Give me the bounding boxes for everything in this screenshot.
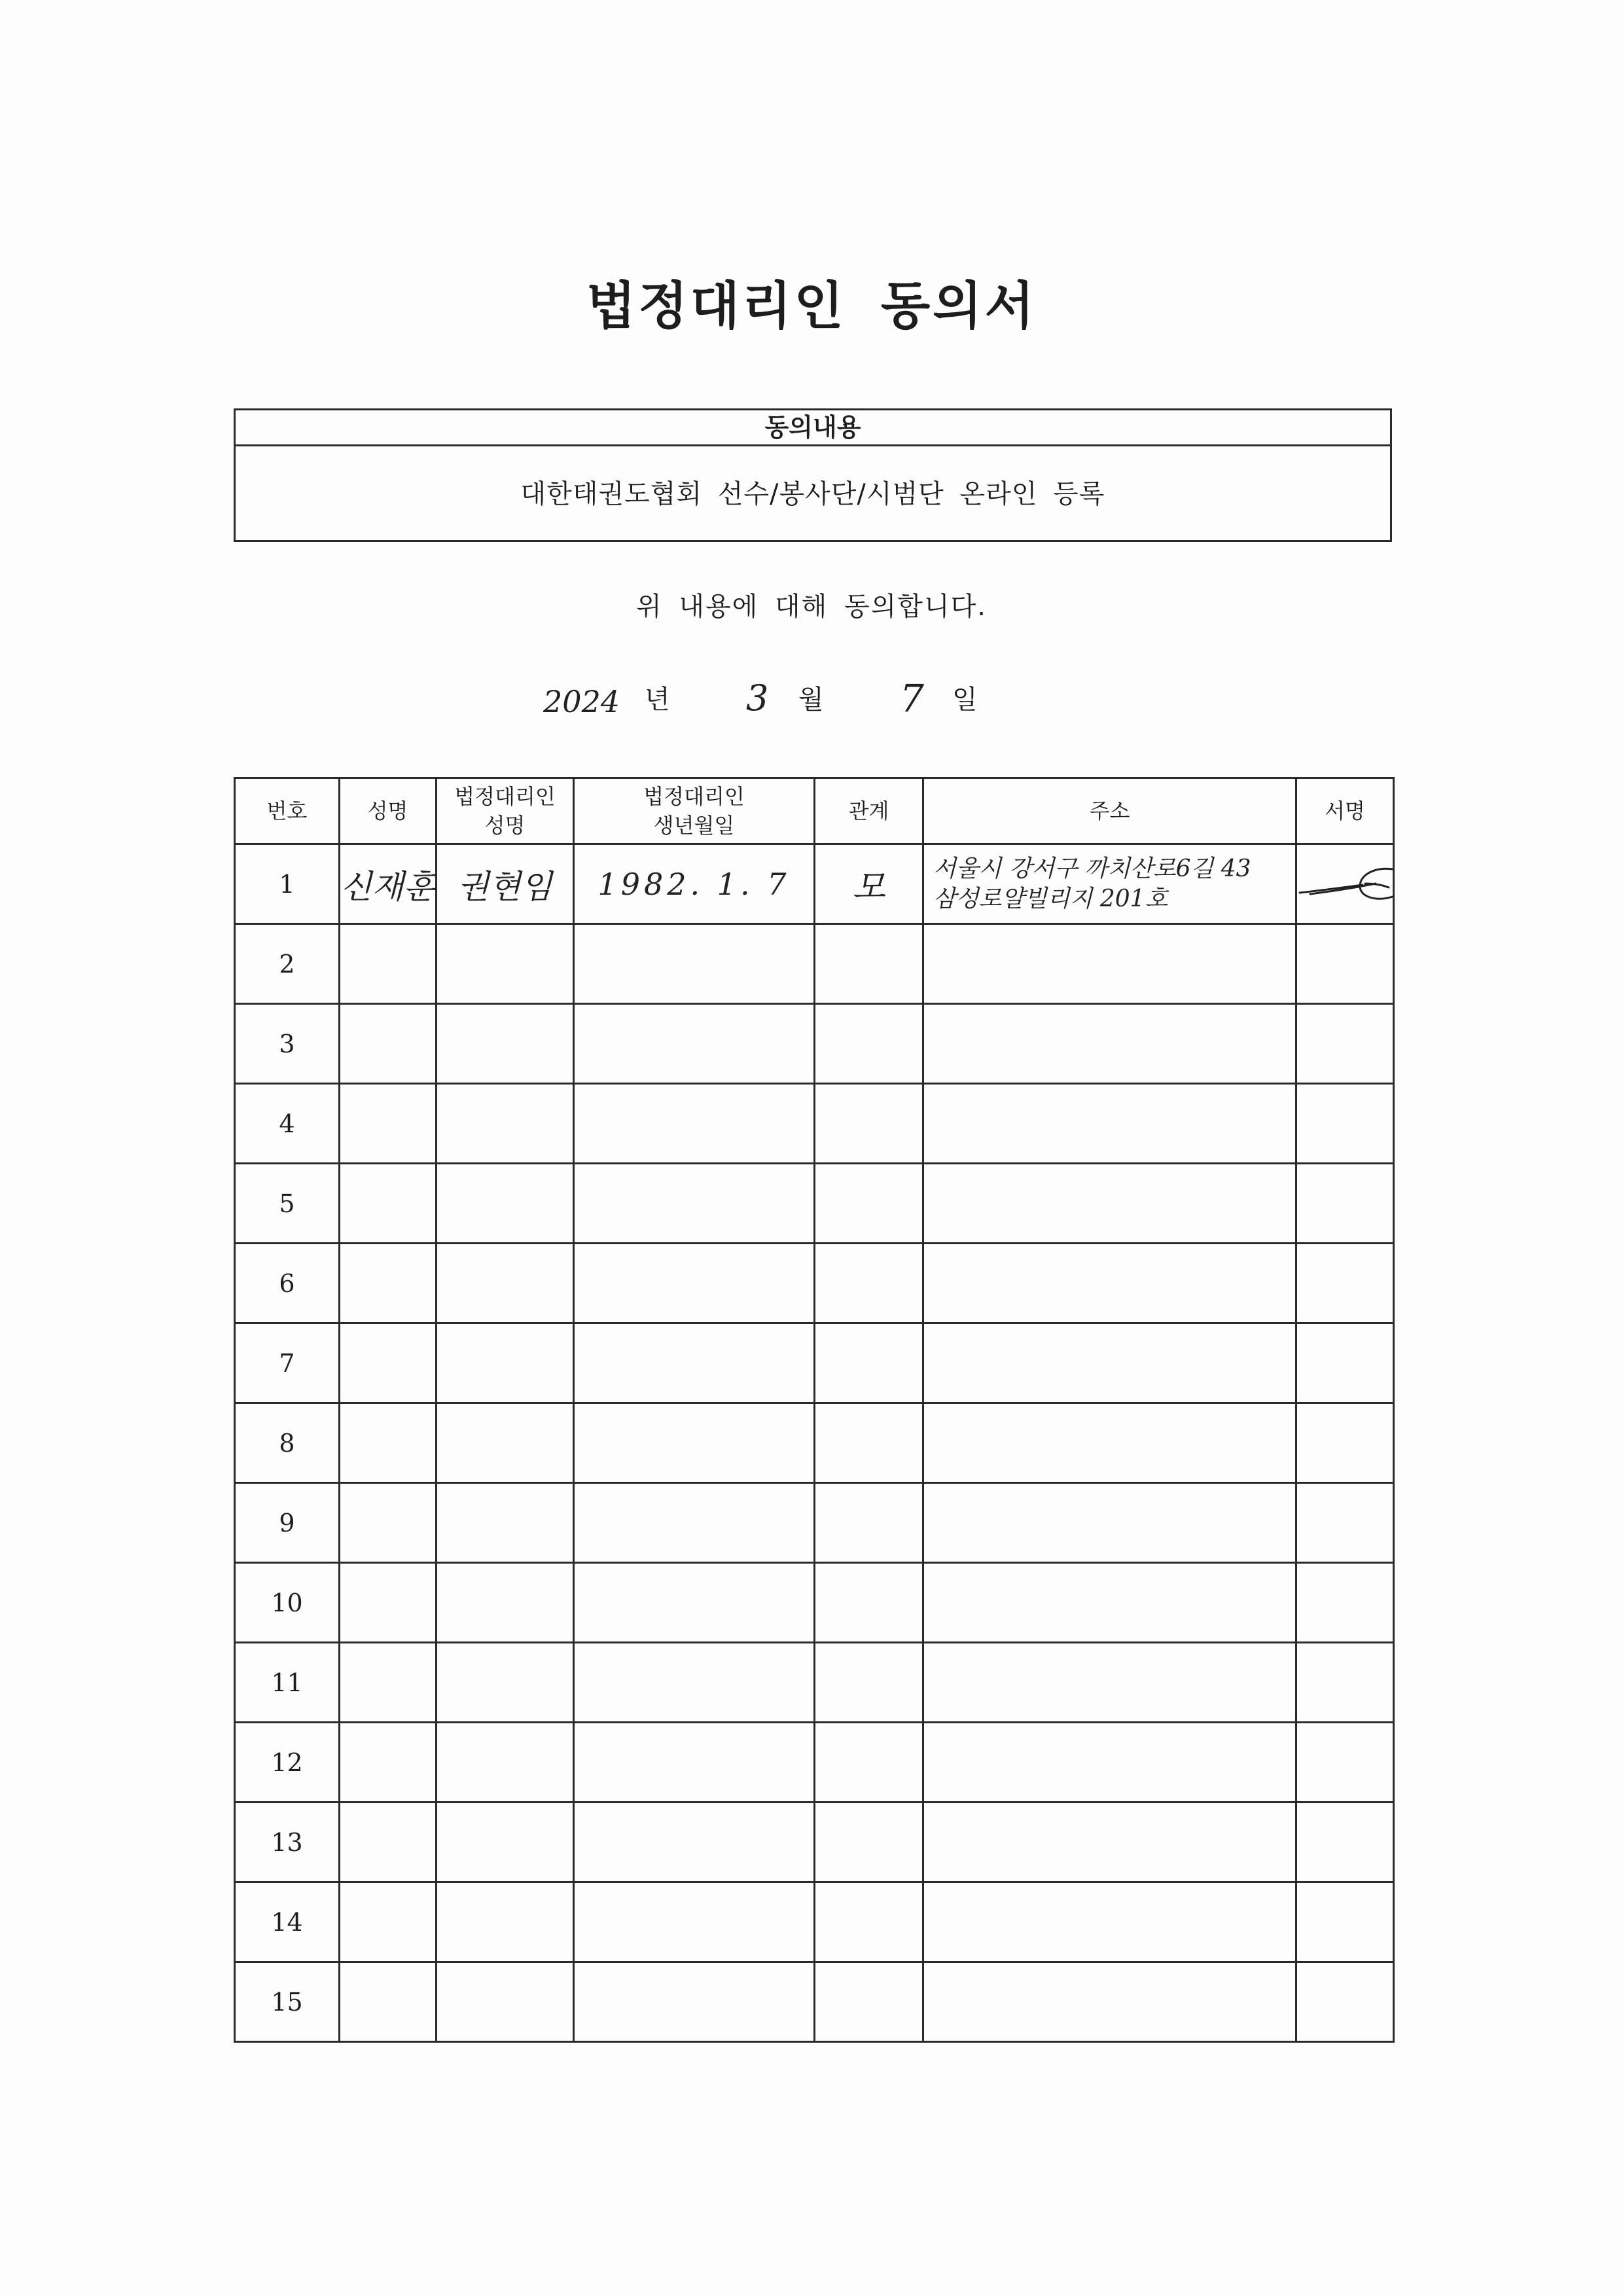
- row-number: 8: [235, 1403, 340, 1483]
- agreement-statement: 위 내용에 대해 동의합니다.: [636, 592, 987, 622]
- row-number: 2: [235, 924, 340, 1004]
- table-row: [235, 1643, 1394, 1723]
- empty-cell[interactable]: [340, 1643, 437, 1723]
- row-number: 12: [235, 1723, 340, 1803]
- empty-cell[interactable]: [437, 1882, 574, 1962]
- empty-cell[interactable]: [340, 1004, 437, 1084]
- empty-cell[interactable]: [923, 1882, 1296, 1962]
- date-year-unit: 년: [645, 685, 670, 715]
- student-name: 신재훈: [340, 844, 437, 924]
- header-rep-name-line1: 법정대리인: [454, 784, 556, 809]
- empty-cell[interactable]: [574, 1723, 815, 1803]
- empty-cell[interactable]: [1296, 924, 1394, 1004]
- empty-cell[interactable]: [437, 1643, 574, 1723]
- empty-cell[interactable]: [923, 1483, 1296, 1563]
- header-rep-birth-line1: 법정대리인: [643, 784, 745, 809]
- empty-cell[interactable]: [1296, 1403, 1394, 1483]
- empty-cell[interactable]: [815, 1643, 923, 1723]
- empty-cell[interactable]: [340, 924, 437, 1004]
- empty-cell[interactable]: [340, 1962, 437, 2042]
- empty-cell[interactable]: [574, 1403, 815, 1483]
- empty-cell[interactable]: [437, 1723, 574, 1803]
- header-address: 주소: [923, 778, 1296, 844]
- empty-cell[interactable]: [1296, 1882, 1394, 1962]
- consent-header: 동의내용: [236, 410, 1390, 446]
- empty-cell[interactable]: [815, 1962, 923, 2042]
- date-year: 2024: [543, 684, 620, 719]
- empty-cell[interactable]: [923, 1962, 1296, 2042]
- empty-cell[interactable]: [815, 1803, 923, 1882]
- empty-cell[interactable]: [923, 1723, 1296, 1803]
- empty-cell[interactable]: [1296, 1643, 1394, 1723]
- row-number: 1: [235, 844, 340, 924]
- date-month: 3: [746, 677, 769, 719]
- empty-cell[interactable]: [437, 1962, 574, 2042]
- table-row: [235, 1483, 1394, 1563]
- table-row: [235, 1084, 1394, 1164]
- empty-cell[interactable]: [815, 1244, 923, 1323]
- empty-cell[interactable]: [437, 1084, 574, 1164]
- empty-cell[interactable]: [574, 1164, 815, 1244]
- row-number: 5: [235, 1164, 340, 1244]
- empty-cell[interactable]: [1296, 1004, 1394, 1084]
- empty-cell[interactable]: [574, 1803, 815, 1882]
- empty-cell[interactable]: [340, 1084, 437, 1164]
- empty-cell[interactable]: [437, 1004, 574, 1084]
- table-row: [235, 1882, 1394, 1962]
- empty-cell[interactable]: [923, 1244, 1296, 1323]
- empty-cell[interactable]: [923, 1563, 1296, 1643]
- empty-cell[interactable]: [815, 1563, 923, 1643]
- empty-cell[interactable]: [1296, 1962, 1394, 2042]
- empty-cell[interactable]: [923, 1164, 1296, 1244]
- empty-cell[interactable]: [923, 1323, 1296, 1403]
- address: [923, 844, 1296, 924]
- table-row: [235, 1323, 1394, 1403]
- empty-cell[interactable]: [340, 1244, 437, 1323]
- signature-cell: [1296, 844, 1394, 924]
- row-number: 7: [235, 1323, 340, 1403]
- empty-cell[interactable]: [815, 1164, 923, 1244]
- empty-cell[interactable]: [340, 1164, 437, 1244]
- row-number: 6: [235, 1244, 340, 1323]
- row-number: 15: [235, 1962, 340, 2042]
- empty-cell[interactable]: [574, 1563, 815, 1643]
- table-row: [235, 1723, 1394, 1803]
- empty-cell[interactable]: [437, 1164, 574, 1244]
- date-day: 7: [900, 676, 924, 721]
- empty-cell[interactable]: [815, 1483, 923, 1563]
- date-line: [0, 671, 1623, 723]
- empty-cell[interactable]: [574, 1483, 815, 1563]
- consent-text: 대한태권도협회 선수/봉사단/시범단 온라인 등록: [520, 479, 1105, 509]
- empty-cell[interactable]: [437, 1803, 574, 1882]
- table-row: [235, 1004, 1394, 1084]
- empty-cell[interactable]: [437, 1323, 574, 1403]
- empty-cell[interactable]: [574, 1643, 815, 1723]
- empty-cell[interactable]: [340, 1723, 437, 1803]
- header-rep-birth: [574, 778, 815, 844]
- header-rep-name-line2: 성명: [484, 813, 526, 838]
- header-rep-name: [437, 778, 574, 844]
- empty-cell[interactable]: [437, 1483, 574, 1563]
- address-line2: 삼성로얄빌리지 201호: [933, 885, 1168, 912]
- empty-cell[interactable]: [815, 1084, 923, 1164]
- empty-cell[interactable]: [574, 1882, 815, 1962]
- empty-cell[interactable]: [923, 1004, 1296, 1084]
- table-row: [235, 1962, 1394, 2042]
- relation: 모: [815, 844, 923, 924]
- empty-cell[interactable]: [574, 1962, 815, 2042]
- row-number: 13: [235, 1803, 340, 1882]
- table-row: [235, 1403, 1394, 1483]
- empty-cell[interactable]: [815, 1004, 923, 1084]
- empty-cell[interactable]: [340, 1882, 437, 1962]
- empty-cell[interactable]: [815, 1723, 923, 1803]
- header-name: 성명: [340, 778, 437, 844]
- empty-cell[interactable]: [815, 924, 923, 1004]
- empty-cell[interactable]: [1296, 1164, 1394, 1244]
- table-row: [235, 844, 1394, 924]
- empty-cell[interactable]: [1296, 1723, 1394, 1803]
- empty-cell[interactable]: [1296, 1563, 1394, 1643]
- date-day-unit: 일: [952, 685, 978, 715]
- empty-cell[interactable]: [437, 1403, 574, 1483]
- row-number: 4: [235, 1084, 340, 1164]
- empty-cell[interactable]: [574, 1004, 815, 1084]
- table-row: [235, 1164, 1394, 1244]
- empty-cell[interactable]: [1296, 1803, 1394, 1882]
- empty-cell[interactable]: [923, 1803, 1296, 1882]
- document-title: 법정대리인 동의서: [586, 277, 1037, 336]
- empty-cell[interactable]: [574, 1323, 815, 1403]
- empty-cell[interactable]: [437, 1244, 574, 1323]
- row-number: 10: [235, 1563, 340, 1643]
- table-row: [235, 1803, 1394, 1882]
- empty-cell[interactable]: [1296, 1323, 1394, 1403]
- empty-cell[interactable]: [923, 1403, 1296, 1483]
- empty-cell[interactable]: [1296, 1244, 1394, 1323]
- empty-cell[interactable]: [923, 924, 1296, 1004]
- header-rep-birth-line2: 생년월일: [653, 813, 735, 838]
- table-row: [235, 1244, 1394, 1323]
- date-month-unit: 월: [798, 685, 824, 715]
- empty-cell[interactable]: [574, 1244, 815, 1323]
- row-number: 11: [235, 1643, 340, 1723]
- empty-cell[interactable]: [923, 1084, 1296, 1164]
- empty-cell[interactable]: [815, 1323, 923, 1403]
- rep-birthdate: 1982. 1. 7: [574, 844, 815, 924]
- table-row: [235, 1563, 1394, 1643]
- empty-cell[interactable]: [340, 1803, 437, 1882]
- empty-cell[interactable]: [574, 1084, 815, 1164]
- empty-cell[interactable]: [815, 1403, 923, 1483]
- empty-cell[interactable]: [815, 1882, 923, 1962]
- empty-cell[interactable]: [340, 1323, 437, 1403]
- address-line1: 서울시 강서구 까치산로6길 43: [933, 855, 1251, 882]
- empty-cell[interactable]: [1296, 1483, 1394, 1563]
- handwritten-signature: [1297, 855, 1395, 914]
- empty-cell[interactable]: [923, 1643, 1296, 1723]
- header-number: 번호: [235, 778, 340, 844]
- empty-cell[interactable]: [437, 924, 574, 1004]
- consent-box: [234, 408, 1392, 542]
- empty-cell[interactable]: [340, 1563, 437, 1643]
- row-number: 14: [235, 1882, 340, 1962]
- rep-name: 권현임: [437, 844, 574, 924]
- table-header-row: [235, 778, 1394, 844]
- table-row: [235, 924, 1394, 1004]
- empty-cell[interactable]: [340, 1403, 437, 1483]
- row-number: 3: [235, 1004, 340, 1084]
- header-signature: 서명: [1296, 778, 1394, 844]
- empty-cell[interactable]: [1296, 1084, 1394, 1164]
- empty-cell[interactable]: [340, 1483, 437, 1563]
- registration-table: [234, 777, 1395, 2043]
- row-number: 9: [235, 1483, 340, 1563]
- empty-cell[interactable]: [574, 924, 815, 1004]
- empty-cell[interactable]: [437, 1563, 574, 1643]
- header-relation: 관계: [815, 778, 923, 844]
